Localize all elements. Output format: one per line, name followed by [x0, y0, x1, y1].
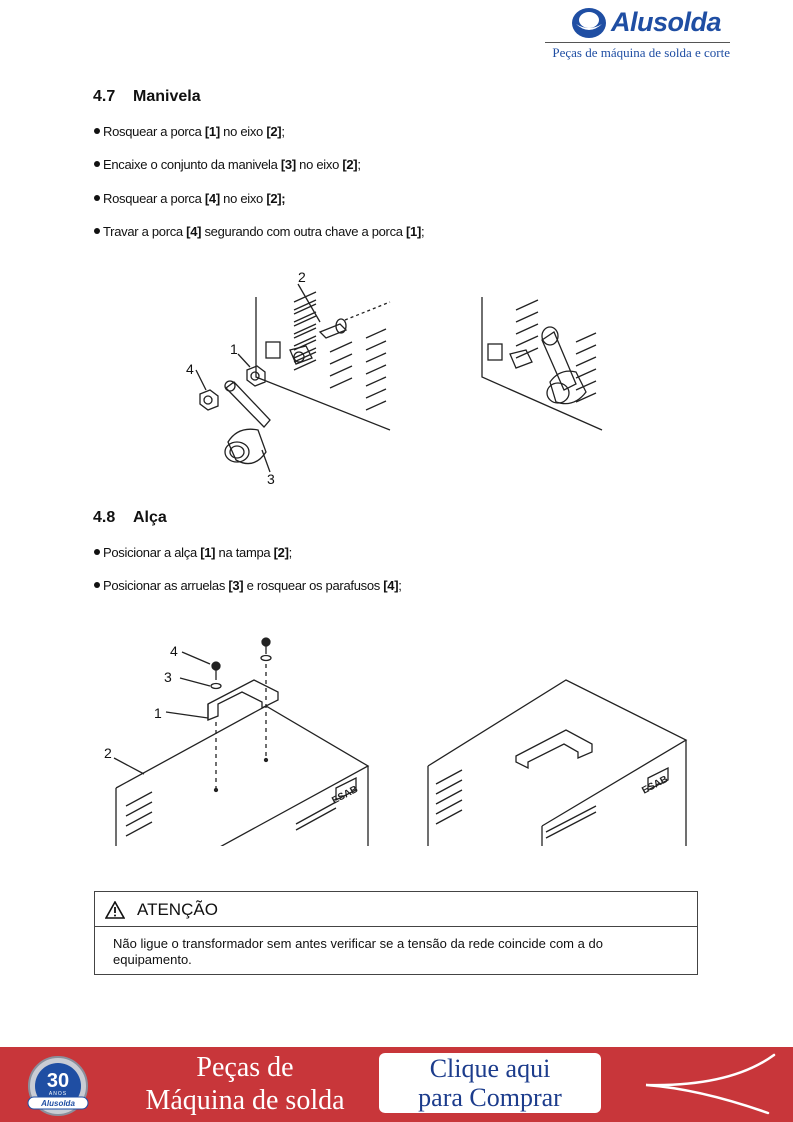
step-text: Encaixe o conjunto da manivela: [103, 157, 281, 172]
step-text: ;: [281, 124, 285, 139]
badge-brand: Alusolda: [41, 1099, 75, 1108]
buy-button-line: Clique aqui: [429, 1054, 551, 1083]
part-reference: [4]: [204, 191, 220, 206]
equipment-brand: ESAB: [640, 773, 670, 797]
section-4-7-heading: [93, 88, 201, 106]
part-reference: [1]: [406, 224, 422, 239]
step-text: Posicionar as arruelas: [103, 578, 229, 593]
step-text: no eixo: [295, 157, 343, 172]
section-title: Manivela: [133, 88, 201, 105]
thirty-years-badge-icon: [22, 1055, 94, 1117]
brand-tagline: Peças de máquina de solda e corte: [545, 42, 730, 61]
step-text: ;: [421, 224, 425, 239]
part-reference: [3]: [280, 157, 296, 172]
part-label: 2: [298, 269, 306, 285]
warning-icon: [105, 901, 125, 919]
part-label: 4: [170, 643, 178, 659]
step-text: na tampa: [215, 545, 274, 560]
part-label: 1: [230, 341, 238, 357]
step-text: Travar a porca: [103, 224, 187, 239]
banner-title-line: Peças de: [196, 1052, 294, 1083]
part-label: 1: [154, 705, 162, 721]
step-text: Posicionar a alça: [103, 545, 201, 560]
step-text: ;: [288, 545, 292, 560]
step-text: ;: [398, 578, 402, 593]
part-reference: [2]: [266, 124, 282, 139]
part-reference: [4]: [383, 578, 399, 593]
step-text: Rosquear a porca: [103, 124, 205, 139]
part-label: 4: [186, 361, 194, 377]
step-list-item: [94, 191, 285, 206]
part-label: 3: [164, 669, 172, 685]
attention-text: Não ligue o transformador sem antes verificar se a tensão da rede coincide com a do equipamento.: [113, 936, 603, 967]
part-reference: [2]: [342, 157, 358, 172]
section-title: Alça: [133, 509, 167, 526]
bullet-icon: [94, 195, 100, 201]
badge-sub: ANOS: [48, 1091, 68, 1097]
part-reference: [3]: [228, 578, 244, 593]
part-label: 2: [104, 745, 112, 761]
arrow-left-icon: [640, 1051, 780, 1119]
section-number: 4.7: [93, 88, 116, 105]
part-reference: [1]: [204, 124, 220, 139]
banner-title: [115, 1051, 375, 1117]
bullet-icon: [94, 228, 100, 234]
bullet-icon: [94, 582, 100, 588]
part-label: 3: [267, 471, 275, 487]
section-number: 4.8: [93, 509, 116, 526]
bullet-icon: [94, 128, 100, 134]
step-list-item: [94, 124, 285, 139]
attention-header: [105, 900, 218, 920]
step-text: ;: [357, 157, 361, 172]
crank-assembly-diagram: [170, 262, 620, 492]
buy-button[interactable]: [379, 1053, 601, 1113]
step-list-item: [94, 224, 424, 239]
attention-title: ATENÇÃO: [137, 900, 218, 919]
step-list-item: [94, 157, 361, 172]
step-text: no eixo: [219, 124, 267, 139]
step-text: no eixo: [219, 191, 267, 206]
badge-number: 30: [46, 1070, 70, 1092]
bullet-icon: [94, 549, 100, 555]
part-reference: [2]: [273, 545, 289, 560]
bullet-icon: [94, 161, 100, 167]
brand-logo: [545, 4, 730, 64]
shop-banner[interactable]: [0, 1047, 793, 1122]
step-text: e rosquear os parafusos: [243, 578, 384, 593]
alusolda-logo-icon: [570, 6, 608, 40]
attention-divider: [95, 926, 697, 927]
part-reference: [4]: [186, 224, 202, 239]
step-list-item: [94, 578, 402, 593]
attention-box: [94, 891, 698, 975]
step-text: segurando com outra chave a porca: [201, 224, 407, 239]
part-reference: [1]: [200, 545, 216, 560]
step-text: Rosquear a porca: [103, 191, 205, 206]
brand-name: Alusolda: [611, 7, 722, 37]
section-4-8-heading: [93, 509, 167, 527]
handle-assembly-diagram: [96, 628, 696, 846]
equipment-brand: ESAB: [330, 783, 360, 807]
step-list-item: [94, 545, 292, 560]
part-reference: [2];: [266, 191, 286, 206]
banner-title-line: Máquina de solda: [145, 1085, 345, 1116]
buy-button-line: para Comprar: [418, 1083, 562, 1112]
